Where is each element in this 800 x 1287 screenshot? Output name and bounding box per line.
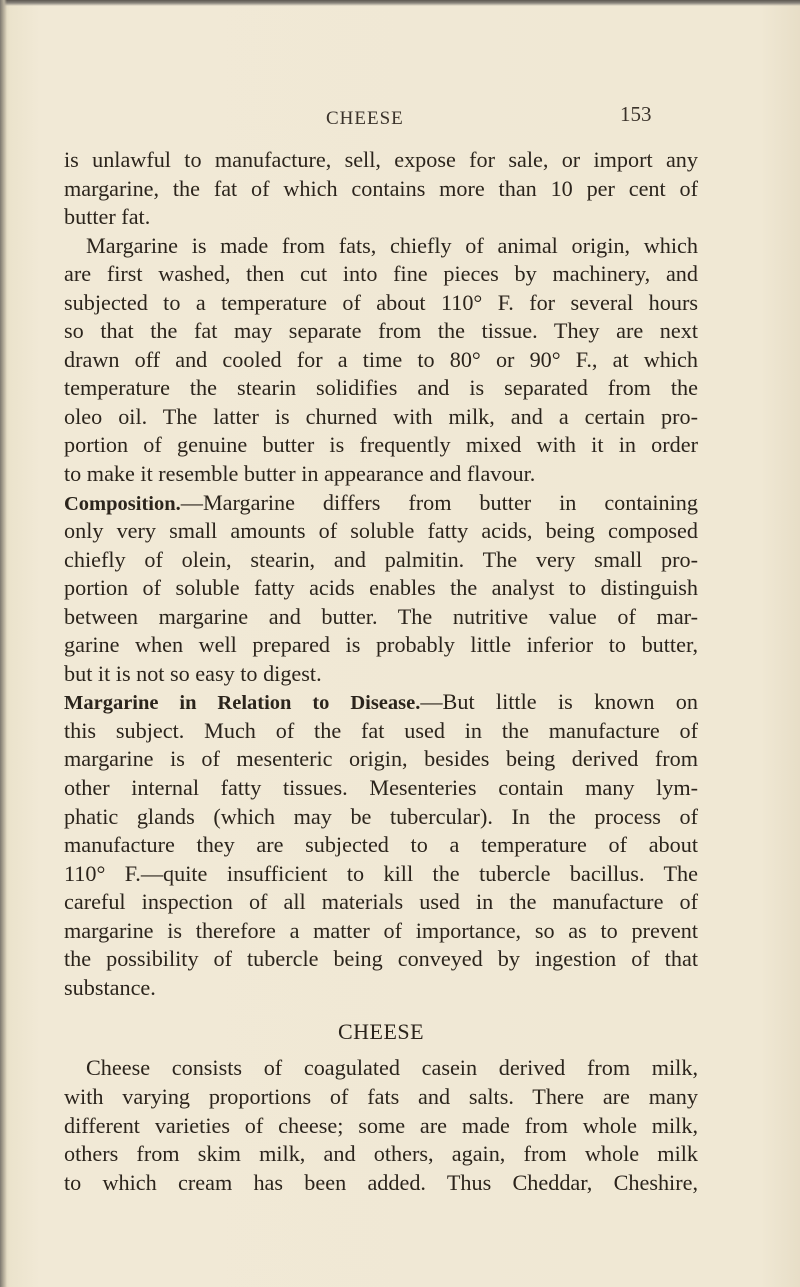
text-line: to which cream has been added. Thus Cheddar, Cheshire, xyxy=(64,1169,698,1195)
page-body xyxy=(64,146,698,1197)
text-line xyxy=(64,489,698,518)
running-title: CHEESE xyxy=(326,108,404,129)
text-line: so that the fat may separate from the tissue. They are next xyxy=(64,318,698,344)
text-line xyxy=(64,688,698,717)
text-line: are first washed, then cut into fine pieces by machinery, and xyxy=(64,261,698,287)
page-number: 153 xyxy=(620,102,652,126)
text-line: margarine is of mesenteric origin, besides being derived from xyxy=(64,746,698,772)
text-line: different varieties of cheese; some are made from whole milk, xyxy=(64,1112,698,1138)
text-run: —But little is known on xyxy=(420,689,698,715)
text-line: portion of soluble fatty acids enables the analyst to distinguish xyxy=(64,575,698,601)
paragraph-cheese xyxy=(64,1054,698,1197)
text-line: this subject. Much of the fat used in the manufacture of xyxy=(64,717,698,743)
page-binding-edge xyxy=(0,0,7,1287)
text-line: subjected to a temperature of about 110° F. for several hours xyxy=(64,289,698,315)
section-heading: CHEESE xyxy=(337,1019,425,1045)
page-header xyxy=(0,102,800,132)
text-line: the possibility of tubercle being conveyed by ingestion of that xyxy=(64,946,698,972)
text-line: but it is not so easy to digest. xyxy=(64,660,322,686)
text-line: other internal fatty tissues. Mesenteries contain many lym- xyxy=(64,775,698,801)
paragraph-continuation xyxy=(64,146,698,232)
run-in-heading: Composition. xyxy=(64,492,181,515)
text-line: Margarine is made from fats, chiefly of animal origin, which xyxy=(86,232,698,258)
text-line: chiefly of olein, stearin, and palmitin. The very small pro- xyxy=(64,546,698,572)
text-line: 110° F.—quite insufficient to kill the tubercle bacillus. The xyxy=(64,860,698,886)
text-line: only very small amounts of soluble fatty acids, being composed xyxy=(64,518,698,544)
text-line: with varying proportions of fats and salts. There are many xyxy=(64,1083,698,1109)
text-line: is unlawful to manufacture, sell, expose for sale, or import any xyxy=(64,147,698,172)
text-line: margarine, the fat of which contains more than 10 per cent of xyxy=(64,175,698,201)
text-line: portion of genuine butter is frequently mixed with it in order xyxy=(64,432,698,458)
text-line: temperature the stearin solidifies and is separated from the xyxy=(64,375,698,401)
page-top-edge xyxy=(0,0,800,6)
text-line: oleo oil. The latter is churned with milk, and a certain pro- xyxy=(64,403,698,429)
text-line: butter fat. xyxy=(64,204,151,230)
text-line: margarine is therefore a matter of importance, so as to prevent xyxy=(64,917,698,943)
text-line: phatic glands (which may be tubercular). In the process of xyxy=(64,803,698,829)
text-line: Cheese consists of coagulated casein derived from milk, xyxy=(86,1055,698,1081)
text-line: substance. xyxy=(64,974,156,1000)
text-line: drawn off and cooled for a time to 80° or 90° F., at which xyxy=(64,346,698,372)
paragraph-composition xyxy=(64,489,698,689)
run-in-heading: Margarine in Relation to Disease. xyxy=(64,692,421,715)
text-line: manufacture they are subjected to a temperature of about xyxy=(64,832,698,858)
text-run: —Margarine differs from butter in containing xyxy=(180,489,698,515)
text-line: between margarine and butter. The nutritive value of mar- xyxy=(64,603,698,629)
text-line: garine when well prepared is probably little inferior to butter, xyxy=(64,632,698,658)
paragraph-margarine-manufacture xyxy=(64,232,698,489)
text-line: careful inspection of all materials used in the manufacture of xyxy=(64,889,698,915)
text-line: to make it resemble butter in appearance and flavour. xyxy=(64,461,536,487)
text-line: others from skim milk, and others, again, from whole milk xyxy=(64,1141,698,1167)
paragraph-disease xyxy=(64,688,698,1002)
